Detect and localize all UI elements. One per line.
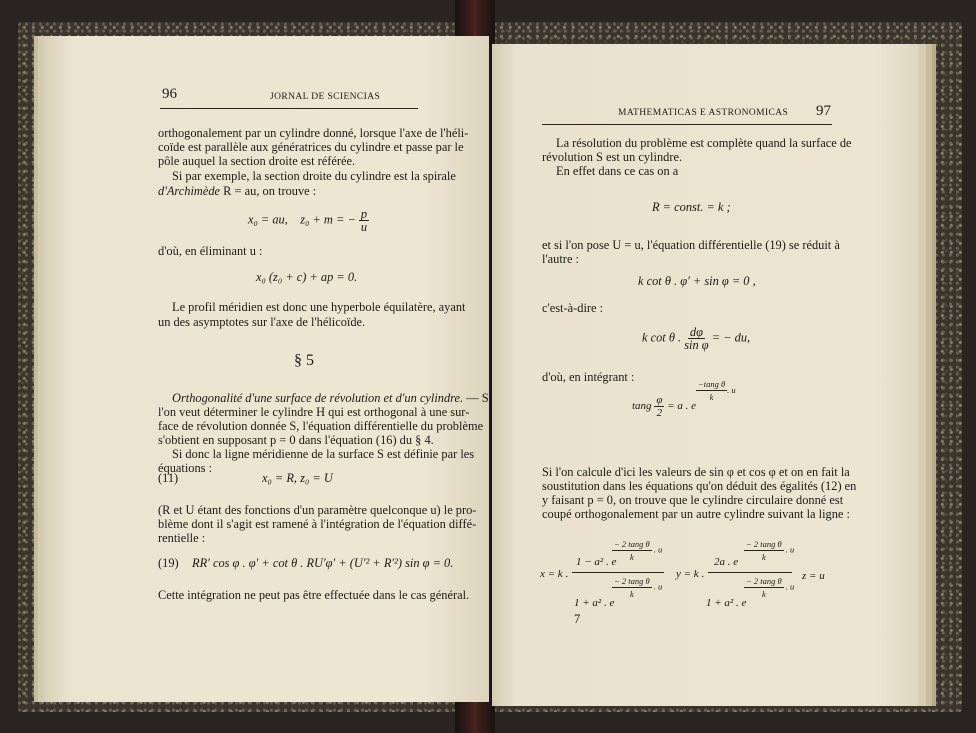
section-title: § 5 <box>294 352 314 369</box>
equation-y-prefix: y = k . <box>676 568 705 580</box>
equation-label: (19) <box>158 556 179 570</box>
page-number: 96 <box>162 86 177 102</box>
text-line: Si donc la ligne méridienne de la surface S est définie par les <box>172 447 475 461</box>
exponent-x-outer: $\frac{\text{− 2 tang θ}}{k}$ . u <box>614 539 663 562</box>
equation-x-numerator: 1 − a² . e <box>576 556 617 568</box>
equation-part: = − du, <box>711 330 751 345</box>
signature-mark: 7 <box>574 612 581 626</box>
text-line: orthogonalement par un cylindre donné, lorsque l'axe de l'héli- <box>158 126 469 140</box>
text-line: Cette intégration ne peut pas être effectuée dans le cas général. <box>158 588 470 602</box>
fraction-numerator: p <box>360 207 368 221</box>
fraction-bar <box>708 572 792 573</box>
equation-y-numerator: 2a . e <box>714 556 739 568</box>
left-page <box>44 36 493 702</box>
right-page <box>492 44 918 706</box>
text-line: En effet dans ce cas on a <box>556 164 679 178</box>
equation-label: (11) <box>158 471 179 485</box>
text-line: équations : <box>158 461 213 475</box>
equation-const: R = const. = k ; <box>652 200 731 214</box>
equation-dphi <box>642 326 750 351</box>
text-line: coïde est parallèle aux génératrices du cylindre et passe par le <box>158 140 464 154</box>
header-rule <box>160 108 418 109</box>
equation-k: k cot θ . φ′ + sin φ = 0 , <box>638 274 756 288</box>
text-line: d'où, en éliminant u : <box>158 244 263 258</box>
exponent-numerator: − 2 tang θ <box>746 576 782 586</box>
equation-11: x₀ = R, z₀ = U <box>262 471 333 485</box>
equation-19: RR′ cos φ . φ′ + cot θ . RU′φ′ + (U′² + R′²) sin φ = 0. <box>192 556 454 570</box>
exponent-denominator: k <box>629 552 634 562</box>
exponent-y-outer: $\frac{\text{− 2 tang θ}}{k}$ . u <box>746 539 795 562</box>
exponent-numerator: − 2 tang θ <box>614 576 650 586</box>
text-line: soustitution dans les équations qu'on déduit des égalités (12) en <box>542 479 857 493</box>
text-line: et si l'on pose U = u, l'équation différentielle (19) se réduit à <box>542 238 840 252</box>
fraction-denominator: u <box>360 220 368 234</box>
running-head: JORNAL DE SCIENCIAS <box>270 92 381 102</box>
exponent-denominator: k <box>709 392 714 402</box>
exponent-x-inner: $\frac{\text{− 2 tang θ}}{k}$ . u <box>614 576 663 599</box>
equation-x-prefix: x = k . <box>540 568 569 580</box>
equation-part: x₀ = au, <box>248 212 288 227</box>
fraction-denominator: sin φ <box>684 338 709 352</box>
equation-y-denominator: 1 + a² . e <box>706 597 747 609</box>
fraction-bar <box>572 572 664 573</box>
text-line <box>158 184 316 199</box>
text-line: La résolution du problème est complète quand la surface de <box>556 136 852 150</box>
text-line: Si par exemple, la section droite du cylindre est la spirale <box>172 169 456 183</box>
text-line: s'obtient en supposant p = 0 dans l'équation (16) du § 4. <box>158 433 434 447</box>
equation-part: = a . e <box>667 400 696 413</box>
exponent-numerator: −tang θ <box>697 379 726 389</box>
text-line: c'est-à-dire : <box>542 301 604 315</box>
exponent-denominator: k <box>761 589 766 599</box>
equation-2: x₀ (z₀ + c) + ap = 0. <box>256 270 358 284</box>
equation-part: k cot θ . <box>642 330 682 345</box>
text-line: face de révolution donnée S, l'équation différentielle du problème <box>158 419 484 433</box>
text-line: y faisant p = 0, on trouve que le cylindre circulaire donné est <box>542 493 844 507</box>
text-line: (R et U étant des fonctions d'un paramètre quelconque u) le pro- <box>158 503 477 517</box>
exponent-y-inner: $\frac{\text{− 2 tang θ}}{k}$ . u <box>746 576 795 599</box>
equation-x-denominator: 1 + a² . e <box>574 597 615 609</box>
text-fragment: R = au, on trouve : <box>223 184 317 198</box>
text-line: Le profil méridien est donc une hyperbole équilatère, ayant <box>172 300 466 314</box>
text-line: un des asymptotes sur l'axe de l'hélicoïde. <box>158 315 366 329</box>
equation-z: z = u <box>802 570 825 582</box>
equation-part: z₀ + m = − <box>300 212 356 227</box>
text-line: d'où, en intégrant : <box>542 370 635 384</box>
equation-tang <box>632 379 736 419</box>
equation-part: tang <box>632 400 652 413</box>
text-line: blème dont il s'agit est ramené à l'intégration de l'équation diffé- <box>158 517 477 531</box>
exponent-numerator: − 2 tang θ <box>614 539 650 549</box>
equation-1 <box>248 208 369 233</box>
running-head: MATHEMATICAS E ASTRONOMICAS <box>618 108 789 118</box>
exponent-part: . u <box>727 385 736 396</box>
text-line: pôle auquel la section droite est référée. <box>158 154 356 168</box>
text-line: l'on veut déterminer le cylindre H qui est orthogonal à une sur- <box>158 405 470 419</box>
header-rule <box>542 124 832 125</box>
text-line: l'autre : <box>542 252 579 266</box>
text-line: coupé orthogonalement par un autre cylindre suivant la ligne : <box>542 507 850 521</box>
fraction-denominator: 2 <box>656 407 663 419</box>
archimede-term: d'Archimède <box>158 184 221 198</box>
text-line: Si l'on calcule d'ici les valeurs de sin φ et cos φ et on en fait la <box>542 465 850 479</box>
text-line: révolution S est un cylindre. <box>542 150 683 164</box>
exponent-numerator: − 2 tang θ <box>746 539 782 549</box>
text-fragment: — Si <box>466 391 493 405</box>
text-line: rentielle : <box>158 531 206 545</box>
section-heading: Orthogonalité d'une surface de révolution et d'un cylindre. <box>172 391 464 405</box>
fraction-numerator: φ <box>656 394 663 406</box>
text-line <box>172 391 492 406</box>
page-number: 97 <box>816 103 831 119</box>
fraction-numerator: dφ <box>689 325 703 339</box>
exponent-denominator: k <box>761 552 766 562</box>
exponent-denominator: k <box>629 589 634 599</box>
